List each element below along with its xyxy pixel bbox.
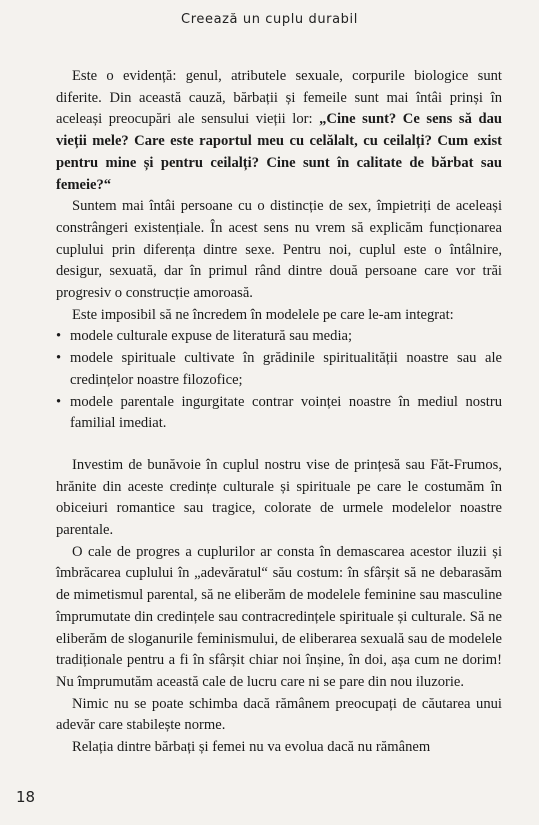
page-number: 18 (16, 788, 36, 806)
paragraph-models-intro: Este imposibil să ne încredem în modelele pe care le-am integrat: (72, 306, 454, 323)
models-list (56, 326, 502, 435)
list-item-spiritual: • modele spirituale cultivate în grădinile spiritualității noastre sau ale credințelor noastre filozofice; (56, 348, 502, 391)
paragraph-progress: O cale de progres a cuplurilor ar consta în demascarea acestor iluzii și îmbrăcarea cuplului în „adevăratul“ său costum: în sfârșit să ne debarasăm de mimetismul parental, să ne eliberăm de modelele feminine sau masculine împrumutate din credințele sau contracredințele spirituale și culturale. Să ne eliberăm de sloganurile feminismului, de eliberarea sexuală sau de modelele tradiționale pentru a fi în sfârșit chiar noi înșine, în doi, așa cum ne dorim! Nu împrumutăm această cale de lucru care ni se pare din nou iluzorie. (56, 543, 502, 690)
list-item-cultural: • modele culturale expuse de literatură sau media; (56, 326, 502, 348)
paragraph-dreams: Investim de bunăvoie în cuplul nostru vise de prințesă sau Făt-Frumos, hrănite din aceste credințe culturale și spirituale pe care le costumăm în obiceiuri romantice sau tragice, colorate de urmele modelelor noastre parentale. (56, 456, 502, 539)
running-header: Creează un cuplu durabil (181, 12, 358, 27)
paragraph-evidence (56, 66, 502, 196)
paragraph-truth: Nimic nu se poate schimba dacă rămânem preocupați de căutarea unui adevăr care stabilește norme. (56, 695, 502, 734)
paragraph-evidence-questions: „Cine sunt? Ce sens să dau vieții mele? Care este raportul meu cu celălalt, cu ceilalți? Cum exist pentru mine și pentru ceilalți? Cine sunt în calitate de bărbat sau femeie?“ (56, 111, 502, 193)
page-body (56, 66, 502, 759)
paragraph-evidence-text: Este o evidență: genul, atributele sexuale, corpurile biologice sunt diferite. Din această cauză, bărbații și femeile sunt mai întâi prinși în aceleași preocupări ale sensului vieții lor: (56, 68, 502, 128)
list-item-parental: • modele parentale ingurgitate contrar voinței noastre în mediul nostru familial imediat. (56, 392, 502, 435)
paragraph-persons: Suntem mai întâi persoane cu o distincție de sex, împietriți de aceleași constrângeri existențiale. În acest sens nu vrem să explicăm funcționarea cuplului prin diferența dintre sexe. Pentru noi, cuplul este o întâlnire, desigur, sexuată, dar în primul rând dintre două persoane care vor trăi progresiv o construcție amoroasă. (56, 198, 502, 302)
paragraph-relation: Relația dintre bărbați și femei nu va evolua dacă nu rămânem (72, 739, 431, 756)
